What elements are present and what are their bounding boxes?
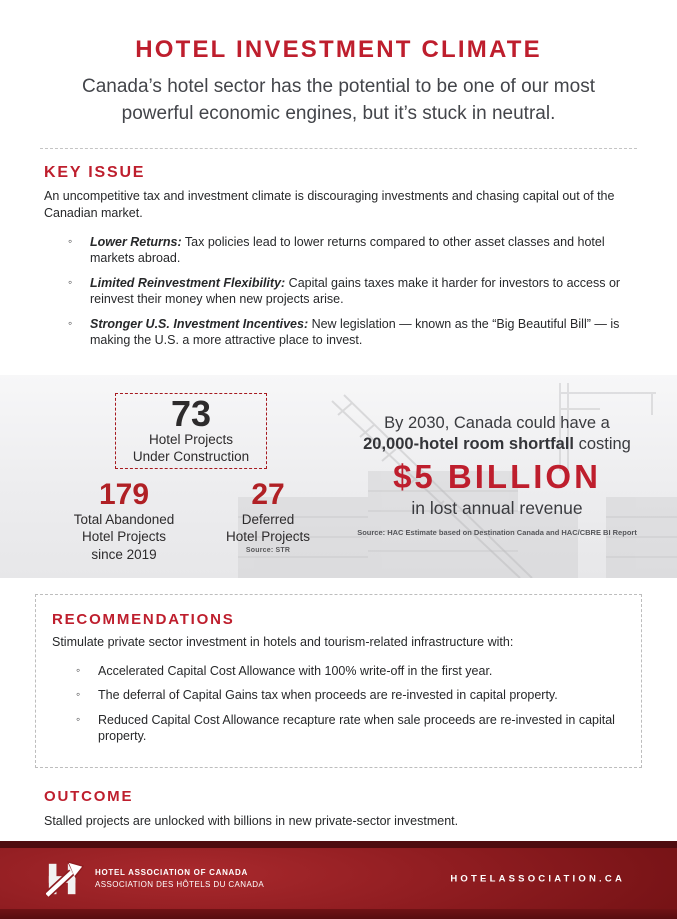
bullet-text: New legislation — known as the “Big Beautiful Bill” — is making the U.S. a more attractive place to invest.: [90, 316, 620, 348]
deferred-label-line2: Hotel Projects: [225, 529, 311, 545]
org-name-block: [95, 868, 264, 889]
bullet-text: Tax policies lead to lower returns compared to other asset classes and hotel markets abroad.: [90, 234, 605, 266]
org-name-fr: ASSOCIATION DES HÔTELS DU CANADA: [95, 880, 265, 889]
deferred-source: Source: STR: [245, 546, 291, 554]
bullet-lead: Lower Returns:: [90, 234, 182, 249]
recommendations-box: [35, 594, 642, 768]
deferred-label-line1: Deferred: [241, 511, 295, 527]
shortfall-line3: in lost annual revenue: [411, 497, 583, 518]
recommendations-bullets: [52, 663, 627, 745]
key-issue-bullet-3: [66, 316, 633, 349]
shortfall-amount: $5 BILLION: [393, 457, 601, 495]
under-construction-value: 73: [170, 392, 212, 434]
recommendation-bullet-1: ◦ Accelerated Capital Cost Allowance with 100% write-off in the first year.: [74, 663, 627, 680]
deferred-value: 27: [251, 477, 285, 511]
bullet-lead: Stronger U.S. Investment Incentives:: [90, 316, 309, 331]
deferred-stat: [206, 478, 330, 554]
page-subtitle: Canada’s hotel sector has the potential to be one of our most powerful economic engines, but it’s stuck in neutral.: [82, 76, 595, 124]
shortfall-block: [342, 413, 652, 537]
recommendation-bullet-3: ◦ Reduced Capital Cost Allowance recapture rate when sale proceeds are re-invested in capital property.: [74, 712, 627, 745]
key-issue-section: [44, 164, 633, 349]
recommendations-intro: Stimulate private sector investment in hotels and tourism-related infrastructure with:: [52, 634, 514, 649]
key-issue-heading: KEY ISSUE: [44, 163, 146, 181]
key-issue-bullet-1: [66, 234, 633, 267]
header: [0, 36, 677, 149]
hac-logo-icon: [46, 860, 84, 898]
key-issue-intro: An uncompetitive tax and investment climate is discouraging investments and chasing capital out of the Canadian market.: [44, 188, 615, 220]
bullet-lead: Limited Reinvestment Flexibility:: [90, 275, 286, 290]
recommendation-bullet-2: ◦ The deferral of Capital Gains tax when proceeds are re-invested in capital property.: [74, 687, 627, 704]
outcome-heading: OUTCOME: [44, 787, 134, 805]
abandoned-stat: [38, 478, 210, 564]
outcome-paragraph-1: Stalled projects are unlocked with billions in new private-sector investment.: [44, 813, 459, 828]
under-construction-box: [115, 393, 267, 469]
footer-logo-row: [46, 860, 264, 898]
key-issue-bullets: [44, 234, 633, 349]
footer-main: [0, 848, 677, 909]
shortfall-line2-rest: costing: [574, 434, 631, 453]
stats-band: [0, 375, 677, 578]
shortfall-line2-bold: 20,000-hotel room shortfall: [363, 434, 574, 453]
abandoned-label-line1: Total Abandoned: [73, 511, 175, 527]
org-name-en: HOTEL ASSOCIATION OF CANADA: [95, 868, 248, 877]
page-title: HOTEL INVESTMENT CLIMATE: [135, 36, 542, 63]
under-construction-label-line2: Under Construction: [132, 448, 250, 464]
recommendations-heading: RECOMMENDATIONS: [52, 610, 235, 628]
footer: [0, 841, 677, 919]
abandoned-value: 179: [98, 477, 150, 511]
under-construction-label-line1: Hotel Projects: [148, 432, 234, 448]
footer-bottom-strip: [0, 909, 677, 919]
shortfall-source: Source: HAC Estimate based on Destination Canada and HAC/CBRE BI Report: [357, 527, 637, 537]
footer-top-strip: [0, 841, 677, 848]
shortfall-line1: By 2030, Canada could have a: [384, 413, 610, 432]
abandoned-label-line2: Hotel Projects: [81, 529, 167, 545]
header-divider: [40, 148, 637, 149]
shortfall-line2: [342, 434, 652, 455]
bullet-text: Capital gains taxes make it harder for investors to access or reinvest their money when new projects arise.: [90, 275, 621, 307]
website-link[interactable]: HOTELASSOCIATION.CA: [450, 873, 625, 884]
key-issue-bullet-2: [66, 275, 633, 308]
abandoned-label-line3: since 2019: [91, 546, 157, 562]
page-root: [0, 36, 677, 919]
